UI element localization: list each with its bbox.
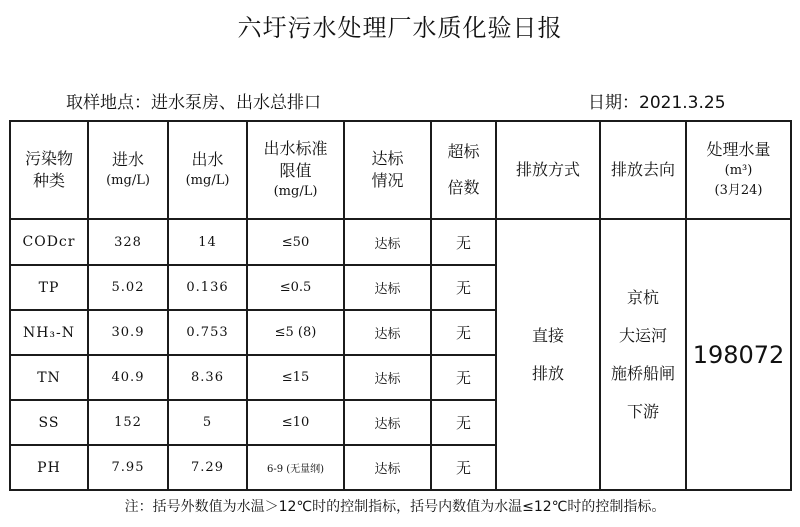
outflow-cell: 14 — [168, 219, 247, 265]
header-limit: 出水标准 限值 (mg/L) — [247, 121, 344, 219]
inflow-cell: 328 — [88, 219, 168, 265]
inflow-cell: 152 — [88, 400, 168, 445]
limit-cell: ≤10 — [247, 400, 344, 445]
exceed-cell: 无 — [431, 265, 496, 310]
status-cell: 达标 — [344, 219, 431, 265]
pollutant-cell: SS — [10, 400, 88, 445]
pollutant-cell: CODcr — [10, 219, 88, 265]
limit-cell: 6-9 (无量纲) — [247, 445, 344, 490]
discharge-dest-cell: 京杭 大运河 施桥船闸 下游 — [600, 219, 686, 490]
header-discharge-dest: 排放去向 — [600, 121, 686, 219]
exceed-cell: 无 — [431, 445, 496, 490]
inflow-cell: 40.9 — [88, 355, 168, 400]
outflow-cell: 7.29 — [168, 445, 247, 490]
volume-cell: 198072 — [686, 219, 791, 490]
status-cell: 达标 — [344, 445, 431, 490]
header-status: 达标 情况 — [344, 121, 431, 219]
limit-cell: ≤50 — [247, 219, 344, 265]
outflow-cell: 0.136 — [168, 265, 247, 310]
status-cell: 达标 — [344, 400, 431, 445]
date-value: 2021.3.25 — [639, 93, 726, 113]
water-quality-table — [9, 120, 792, 491]
status-cell: 达标 — [344, 310, 431, 355]
limit-cell: ≤0.5 — [247, 265, 344, 310]
header-exceed: 超标 倍数 — [431, 121, 496, 219]
outflow-cell: 0.753 — [168, 310, 247, 355]
table-header-row — [10, 121, 791, 219]
header-inflow: 进水 (mg/L) — [88, 121, 168, 219]
date-label: 日期： — [588, 93, 639, 113]
exceed-cell: 无 — [431, 355, 496, 400]
outflow-cell: 8.36 — [168, 355, 247, 400]
discharge-mode-cell: 直接 排放 — [496, 219, 600, 490]
footnote: 注：括号外数值为水温＞12℃时的控制指标，括号内数值为水温≤12℃时的控制指标。 — [124, 499, 666, 515]
limit-cell: ≤5 (8) — [247, 310, 344, 355]
pollutant-cell: TN — [10, 355, 88, 400]
report-title: 六圩污水处理厂水质化验日报 — [237, 14, 563, 42]
status-cell: 达标 — [344, 355, 431, 400]
inflow-cell: 30.9 — [88, 310, 168, 355]
header-discharge-mode: 排放方式 — [496, 121, 600, 219]
exceed-cell: 无 — [431, 310, 496, 355]
sampling-label: 取样地点： — [66, 93, 151, 113]
pollutant-cell: NH₃-N — [10, 310, 88, 355]
header-pollutant: 污染物 种类 — [10, 121, 88, 219]
inflow-cell: 5.02 — [88, 265, 168, 310]
header-volume: 处理水量 (m³) (3月24) — [686, 121, 791, 219]
header-outflow: 出水 (mg/L) — [168, 121, 247, 219]
exceed-cell: 无 — [431, 400, 496, 445]
exceed-cell: 无 — [431, 219, 496, 265]
pollutant-cell: TP — [10, 265, 88, 310]
sampling-value: 进水泵房、出水总排口 — [151, 93, 321, 113]
status-cell: 达标 — [344, 265, 431, 310]
limit-cell: ≤15 — [247, 355, 344, 400]
inflow-cell: 7.95 — [88, 445, 168, 490]
sampling-location — [66, 88, 321, 113]
outflow-cell: 5 — [168, 400, 247, 445]
table-row — [10, 219, 791, 265]
report-date — [588, 88, 726, 113]
pollutant-cell: PH — [10, 445, 88, 490]
